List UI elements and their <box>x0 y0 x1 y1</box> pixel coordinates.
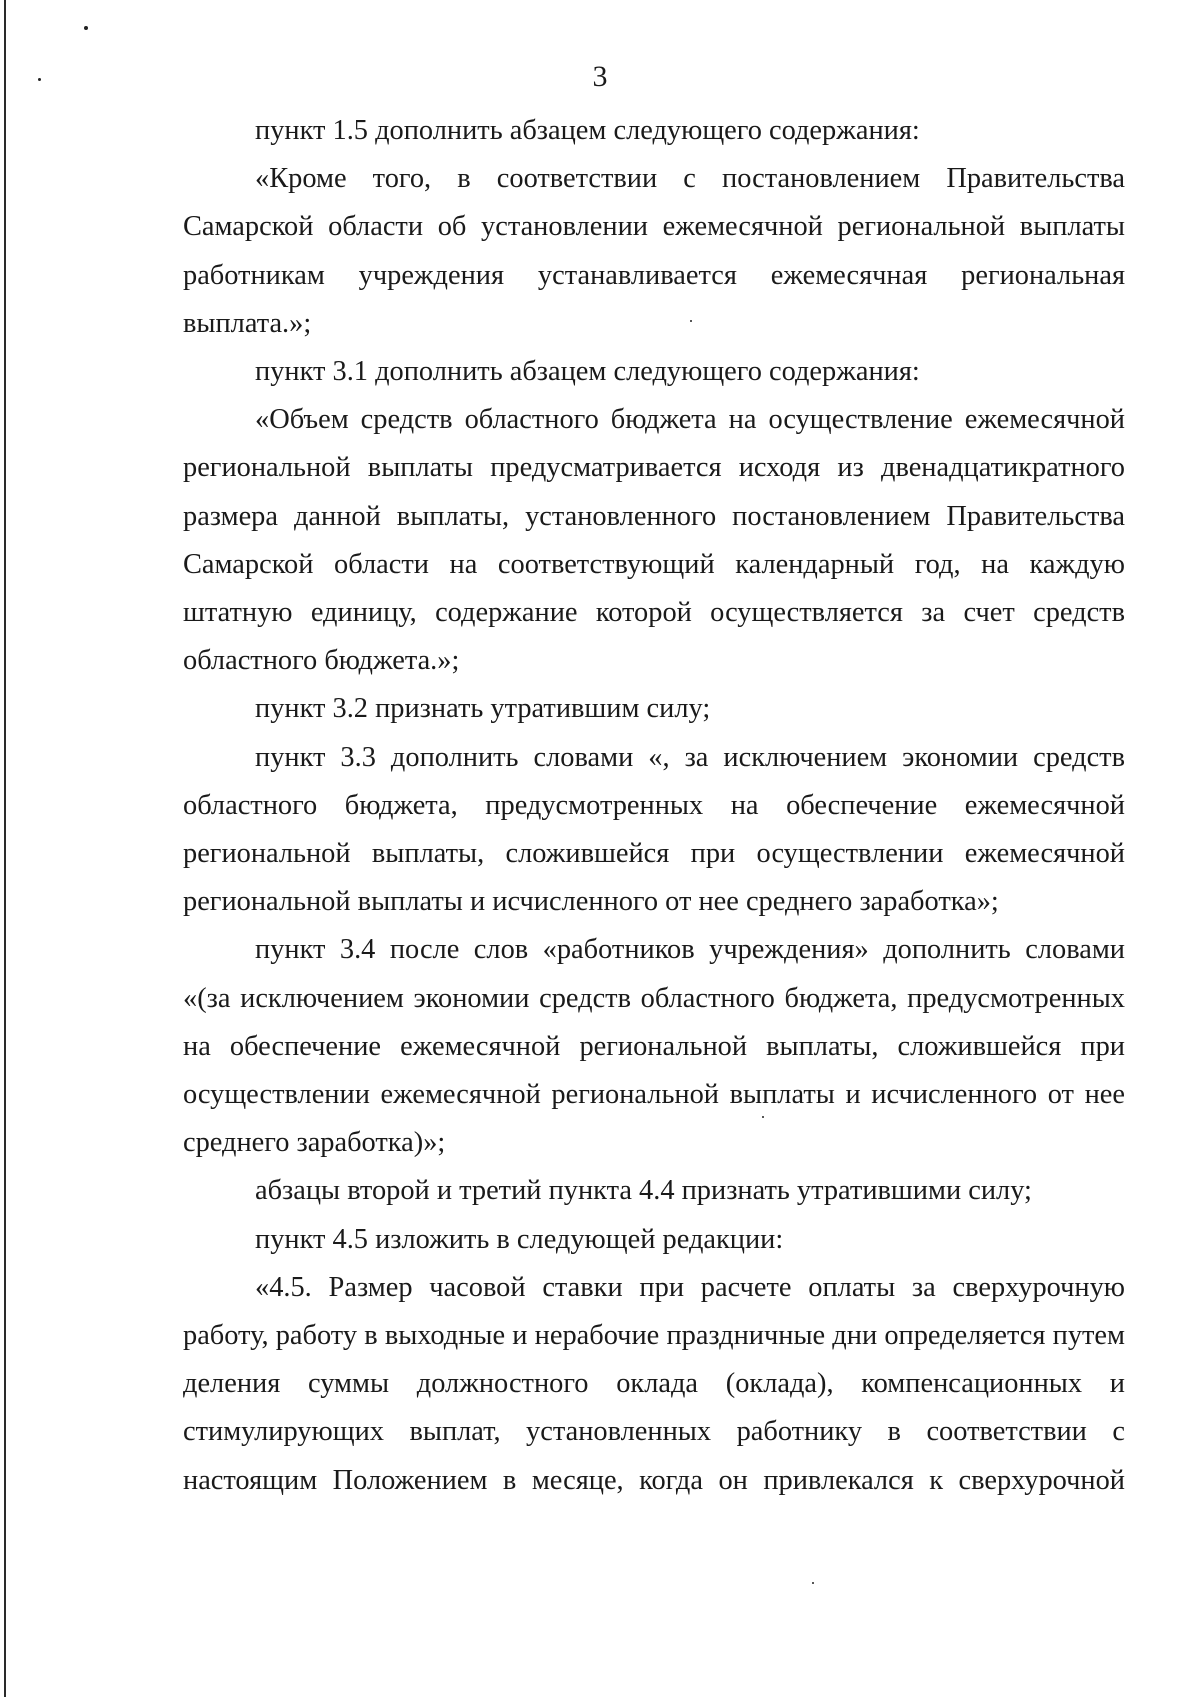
paragraph: пункт 3.4 после слов «работников учреждения» дополнить словами «(за исключением экономии средств областного бюджета, предусмотренных на обеспечение ежемесячной региональной выплаты, сложившейся при осуществлении ежемесячной региональной выплаты и исчисленного от нее среднего заработка)»; <box>183 934 1125 1159</box>
paragraph: «Объем средств областного бюджета на осуществление ежемесячной региональной выплаты предусматривается исходя из двенадцатикратного размера данной выплаты, установленного постановлением Правительства Самарской области на соответствующий календарный год, на каждую штатную единицу, содержание которой осуществляется за счет средств областного бюджета.»; <box>183 404 1125 677</box>
document-body <box>183 107 1125 1505</box>
scan-edge-line <box>4 0 6 1697</box>
paragraph: «Кроме того, в соответствии с постановлением Правительства Самарской области об установлении ежемесячной региональной выплаты работникам учреждения устанавливается ежемесячная региональная выплата.»; <box>183 163 1125 339</box>
paragraph: пункт 4.5 изложить в следующей редакции: <box>255 1223 784 1255</box>
paragraph: пункт 3.3 дополнить словами «, за исключением экономии средств областного бюджета, предусмотренных на обеспечение ежемесячной региональной выплаты, сложившейся при осуществлении ежемесячной региональной выплаты и исчисленного от нее среднего заработка»; <box>183 741 1125 918</box>
paragraph: абзацы второй и третий пункта 4.4 признать утратившими силу; <box>255 1175 1032 1207</box>
scan-speck <box>812 1582 814 1584</box>
paragraph: пункт 1.5 дополнить абзацем следующего содержания: <box>255 115 920 146</box>
paragraph: пункт 3.1 дополнить абзацем следующего содержания: <box>255 356 920 388</box>
paragraph: «4.5. Размер часовой ставки при расчете оплаты за сверхурочную работу, работу в выходные и нерабочие праздничные дни определяется путем деления суммы должностного оклада (оклада), компенсационных и стимулирующих выплат, установленных работнику в соответствии с настоящим Положением в месяце, когда он привлекался к сверхурочной <box>183 1271 1125 1496</box>
scan-speck <box>84 26 88 30</box>
paragraph: пункт 3.2 признать утратившим силу; <box>255 693 711 725</box>
page-number: 3 <box>592 60 608 93</box>
